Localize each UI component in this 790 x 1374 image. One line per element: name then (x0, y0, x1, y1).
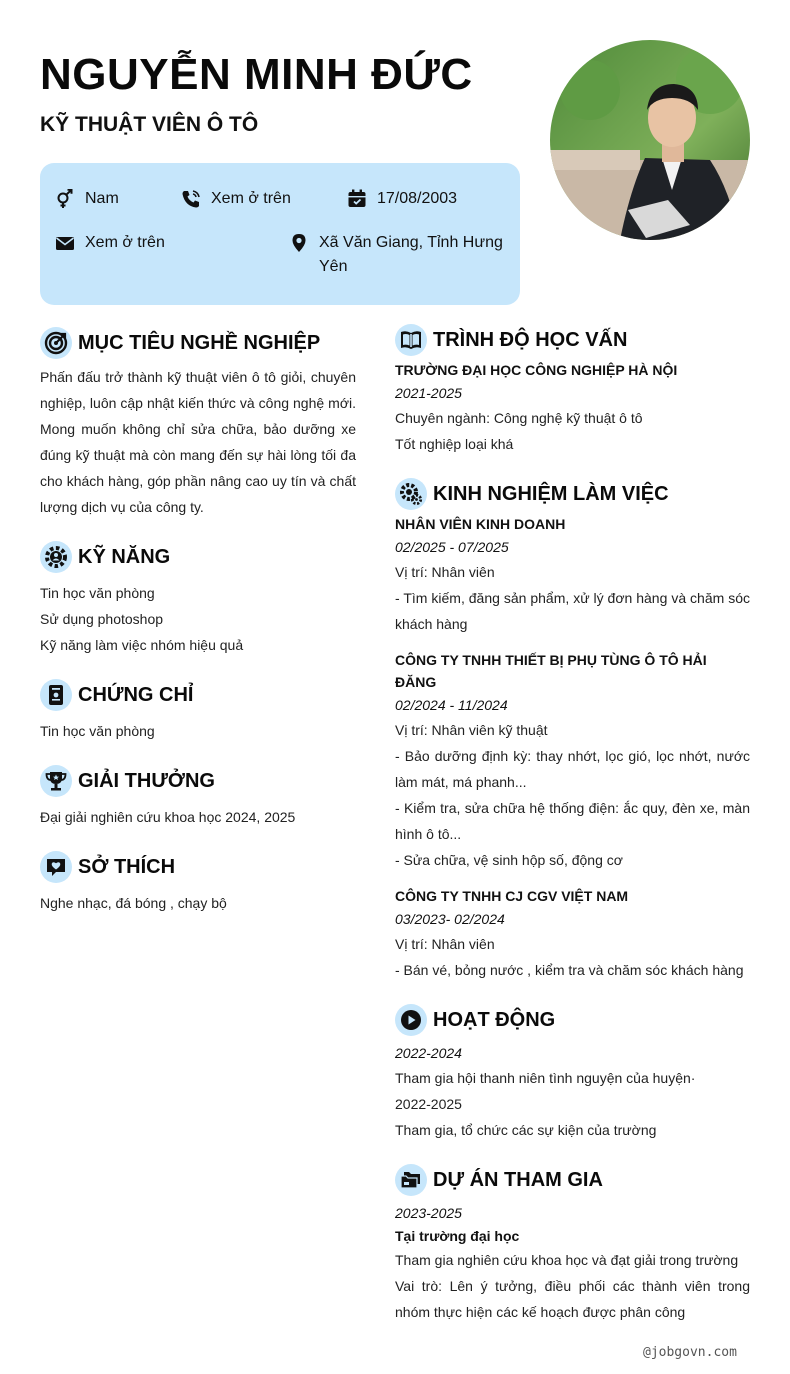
projects-section (395, 1163, 750, 1325)
project-place: Tại trường đại học (395, 1228, 520, 1244)
birthday-value: 17/08/2003 (377, 190, 458, 207)
job-line: Vị trí: Nhân viên kỹ thuật (395, 722, 548, 738)
skills-gear-icon (40, 541, 72, 573)
phone-value: Xem ở trên (211, 190, 291, 207)
activity-line: Tham gia hội thanh niên tình nguyện của huyện· (395, 1070, 696, 1086)
email-icon (54, 231, 76, 255)
watermark: @jobgovn.com (643, 1345, 737, 1360)
education-section (395, 323, 750, 457)
trophy-icon (40, 765, 72, 797)
list-item: Kỹ năng làm việc nhóm hiệu quả (40, 637, 244, 653)
right-column (395, 323, 750, 1325)
folder-icon (395, 1164, 427, 1196)
avatar (550, 40, 750, 240)
job-period: 03/2023- 02/2024 (395, 911, 505, 927)
job-company: CÔNG TY TNHH THIẾT BỊ PHỤ TÙNG Ô TÔ HẢI ĐĂNG (395, 652, 707, 690)
job-line: - Kiểm tra, sửa chữa hệ thống điện: ắc quy, đèn xe, màn hình ô tô... (395, 800, 750, 842)
experience-gear-icon (395, 478, 427, 510)
activity-line: Tham gia, tổ chức các sự kiện của trường (395, 1122, 657, 1138)
certificates-title: CHỨNG CHỈ (78, 683, 194, 706)
job-line: Vị trí: Nhân viên (395, 936, 495, 952)
job-entry (395, 885, 750, 983)
certificate-icon (40, 679, 72, 711)
activities-title: HOẠT ĐỘNG (433, 1008, 556, 1031)
experience-section (395, 477, 750, 983)
experience-title: KINH NGHIỆM LÀM VIỆC (433, 482, 669, 505)
job-line: Vị trí: Nhân viên (395, 564, 495, 580)
job-company: CÔNG TY TNHH CJ CGV VIỆT NAM (395, 888, 629, 904)
heart-chat-icon (40, 851, 72, 883)
education-title: TRÌNH ĐỘ HỌC VẤN (433, 328, 628, 351)
contact-phone (180, 187, 291, 211)
list-item: Tin học văn phòng (40, 585, 155, 601)
job-entry (395, 513, 750, 637)
awards-section (40, 764, 356, 830)
target-icon (40, 327, 72, 359)
activities-section (395, 1003, 750, 1143)
list-item: Tin học văn phòng (40, 723, 155, 739)
skills-title: KỸ NĂNG (78, 545, 171, 568)
contact-address (288, 231, 510, 279)
project-line: Tham gia nghiên cứu khoa học và đạt giải trong trường (395, 1252, 739, 1268)
projects-title: DỰ ÁN THAM GIA (433, 1168, 603, 1191)
gender-value: Nam (85, 190, 119, 207)
email-value: Xem ở trên (85, 234, 165, 251)
education-period: 2021-2025 (395, 385, 462, 401)
job-entry (395, 649, 750, 873)
left-column (40, 326, 356, 916)
job-line: - Tìm kiếm, đăng sản phẩm, xử lý đơn hàng và chăm sóc khách hàng (395, 590, 750, 632)
book-icon (395, 324, 427, 356)
phone-icon (180, 187, 202, 211)
job-period: 02/2025 - 07/2025 (395, 539, 509, 555)
list-item: Tốt nghiệp loại khá (395, 436, 514, 452)
job-line: - Sửa chữa, vệ sinh hộp số, động cơ (395, 852, 623, 868)
hobbies-section (40, 850, 356, 916)
candidate-role: KỸ THUẬT VIÊN Ô TÔ (40, 113, 259, 136)
job-period: 02/2024 - 11/2024 (395, 697, 508, 713)
objective-title: MỤC TIÊU NGHỀ NGHIỆP (78, 331, 321, 354)
list-item: Sử dụng photoshop (40, 611, 164, 627)
project-line: Vai trò: Lên ý tưởng, điều phối các thành viên trong nhóm thực hiện các kế hoạch được phân công (395, 1278, 750, 1320)
list-item: Chuyên ngành: Công nghệ kỹ thuật ô tô (395, 410, 643, 426)
certificates-section (40, 678, 356, 744)
calendar-icon (346, 187, 368, 211)
job-company: NHÂN VIÊN KINH DOANH (395, 516, 566, 532)
project-period: 2023-2025 (395, 1205, 462, 1221)
contact-birthday (346, 187, 457, 211)
candidate-name: NGUYỄN MINH ĐỨC (40, 50, 473, 99)
activity-period-2: 2022-2025 (395, 1096, 462, 1112)
list-item: Nghe nhạc, đá bóng , chạy bộ (40, 895, 227, 911)
awards-title: GIẢI THƯỞNG (78, 769, 215, 792)
location-pin-icon (288, 231, 310, 255)
hobbies-title: SỞ THÍCH (78, 855, 176, 878)
gender-icon (54, 187, 76, 211)
school-name: TRƯỜNG ĐẠI HỌC CÔNG NGHIỆP HÀ NỘI (395, 362, 678, 378)
skills-section (40, 540, 356, 658)
contact-box (40, 163, 520, 305)
objective-section (40, 326, 356, 520)
objective-text: Phấn đấu trở thành kỹ thuật viên ô tô giỏi, chuyên nghiệp, luôn cập nhật kiến thức và công nghệ mới. Mong muốn không chỉ sửa chữa, bảo dưỡng xe đúng kỹ thuật mà còn mang đến sự hài lòng tối đa cho khách hàng, góp phần nâng cao uy tín và chất lượng dịch vụ của công ty. (40, 369, 356, 515)
address-value: Xã Văn Giang, Tỉnh Hưng Yên (319, 234, 503, 275)
list-item: Đại giải nghiên cứu khoa học 2024, 2025 (40, 809, 296, 825)
play-icon (395, 1004, 427, 1036)
activity-period: 2022-2024 (395, 1045, 462, 1061)
job-line: - Bảo dưỡng định kỳ: thay nhớt, lọc gió, lọc nhớt, nước làm mát, má phanh... (395, 748, 750, 790)
contact-email (54, 231, 165, 255)
contact-gender (54, 187, 119, 211)
job-line: - Bán vé, bỏng nước , kiểm tra và chăm sóc khách hàng (395, 962, 744, 978)
